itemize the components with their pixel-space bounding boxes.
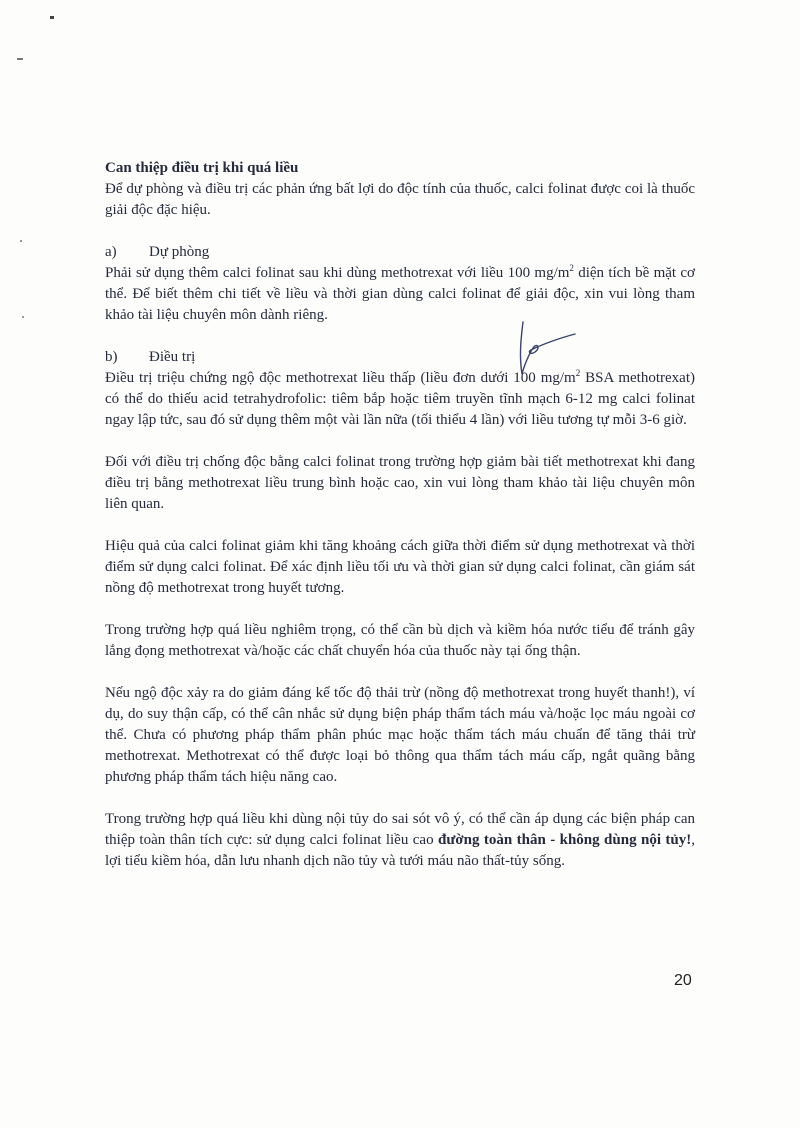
subsection-a-title <box>105 242 695 263</box>
scan-speck <box>22 316 24 318</box>
document-body <box>105 158 695 872</box>
scan-speck <box>17 58 23 60</box>
paragraph: Đối với điều trị chống độc bằng calci folinat trong trường hợp giảm bài tiết methotrexat khi đang điều trị bằng methotrexat liều trung bình hoặc cao, xin vui lòng tham khảo tài liệu chuyên môn liên quan. <box>105 454 695 512</box>
subsection-b-title <box>105 347 695 368</box>
bold-emphasis: đường toàn thân - không dùng nội tủy! <box>437 832 692 848</box>
subsection-b-label: b) <box>105 349 118 365</box>
page-number: 20 <box>674 972 692 989</box>
subsection-a-heading: Dự phòng <box>149 244 210 260</box>
paragraph: Trong trường hợp quá liều nghiêm trọng, có thể cần bù dịch và kiềm hóa nước tiểu để tránh gây lắng đọng methotrexat và/hoặc các chất chuyển hóa của thuốc này tại ống thận. <box>105 622 695 659</box>
subsection-b-paragraph: Điều trị triệu chứng ngộ độc methotrexat liều thấp (liều đơn dưới 100 $mg/m^2$ BSA methotrexat) có thể do thiếu acid tetrahydrofolic: tiêm bắp hoặc tiêm truyền tĩnh mạch 6-12 mg calci folinat ngay lập tức, sau đó sử dụng thêm một vài lần nữa (tối thiểu 4 lần) với liều tương tự mỗi 3-6 giờ. <box>105 368 695 428</box>
last-paragraph: Trong trường hợp quá liều khi dùng nội tủy do sai sót vô ý, có thể cần áp dụng các biện pháp can thiệp toàn thân tích cực: sử dụng calci folinat liều cao đường toàn thân - không dùng nội tủy!, lợi tiểu kiềm hóa, dẫn lưu nhanh dịch não tủy và tưới máu não thất-tủy sống. <box>105 811 695 869</box>
paragraph: Hiệu quả của calci folinat giảm khi tăng khoảng cách giữa thời điểm sử dụng methotrexat và thời điểm sử dụng calci folinat. Để xác định liều tối ưu và thời gian sử dụng calci folinat, cần giám sát nồng độ methotrexat trong huyết tương. <box>105 538 695 596</box>
paragraph: Nếu ngộ độc xảy ra do giảm đáng kể tốc độ thải trừ (nồng độ methotrexat trong huyết thanh!), ví dụ, do suy thận cấp, có thể cân nhắc sử dụng biện pháp thẩm tách máu và/hoặc lọc máu ngoài cơ thể. Chưa có phương pháp thẩm phân phúc mạc hoặc thẩm tách máu chuẩn để tăng thải trừ methotrexat. Methotrexat có thể được loại bỏ thông qua thẩm tách máu cấp, ngắt quãng bằng phương pháp thẩm tách hiệu năng cao. <box>105 685 695 785</box>
intro-paragraph: Để dự phòng và điều trị các phản ứng bất lợi do độc tính của thuốc, calci folinat được coi là thuốc giải độc đặc hiệu. <box>105 181 695 218</box>
scan-speck <box>20 240 22 242</box>
subsection-a-paragraph: Phải sử dụng thêm calci folinat sau khi dùng methotrexat với liều 100 $mg/m^2$ diện tích bề mặt cơ thể. Để biết thêm chi tiết về liều và thời gian dùng calci folinat để giải độc, xin vui lòng tham khảo tài liệu chuyên môn dành riêng. <box>105 263 695 323</box>
subsection-b-heading: Điều trị <box>149 349 196 365</box>
section-heading: Can thiệp điều trị khi quá liều <box>105 160 299 176</box>
subsection-a-label: a) <box>105 244 117 260</box>
scan-speck <box>50 16 54 19</box>
